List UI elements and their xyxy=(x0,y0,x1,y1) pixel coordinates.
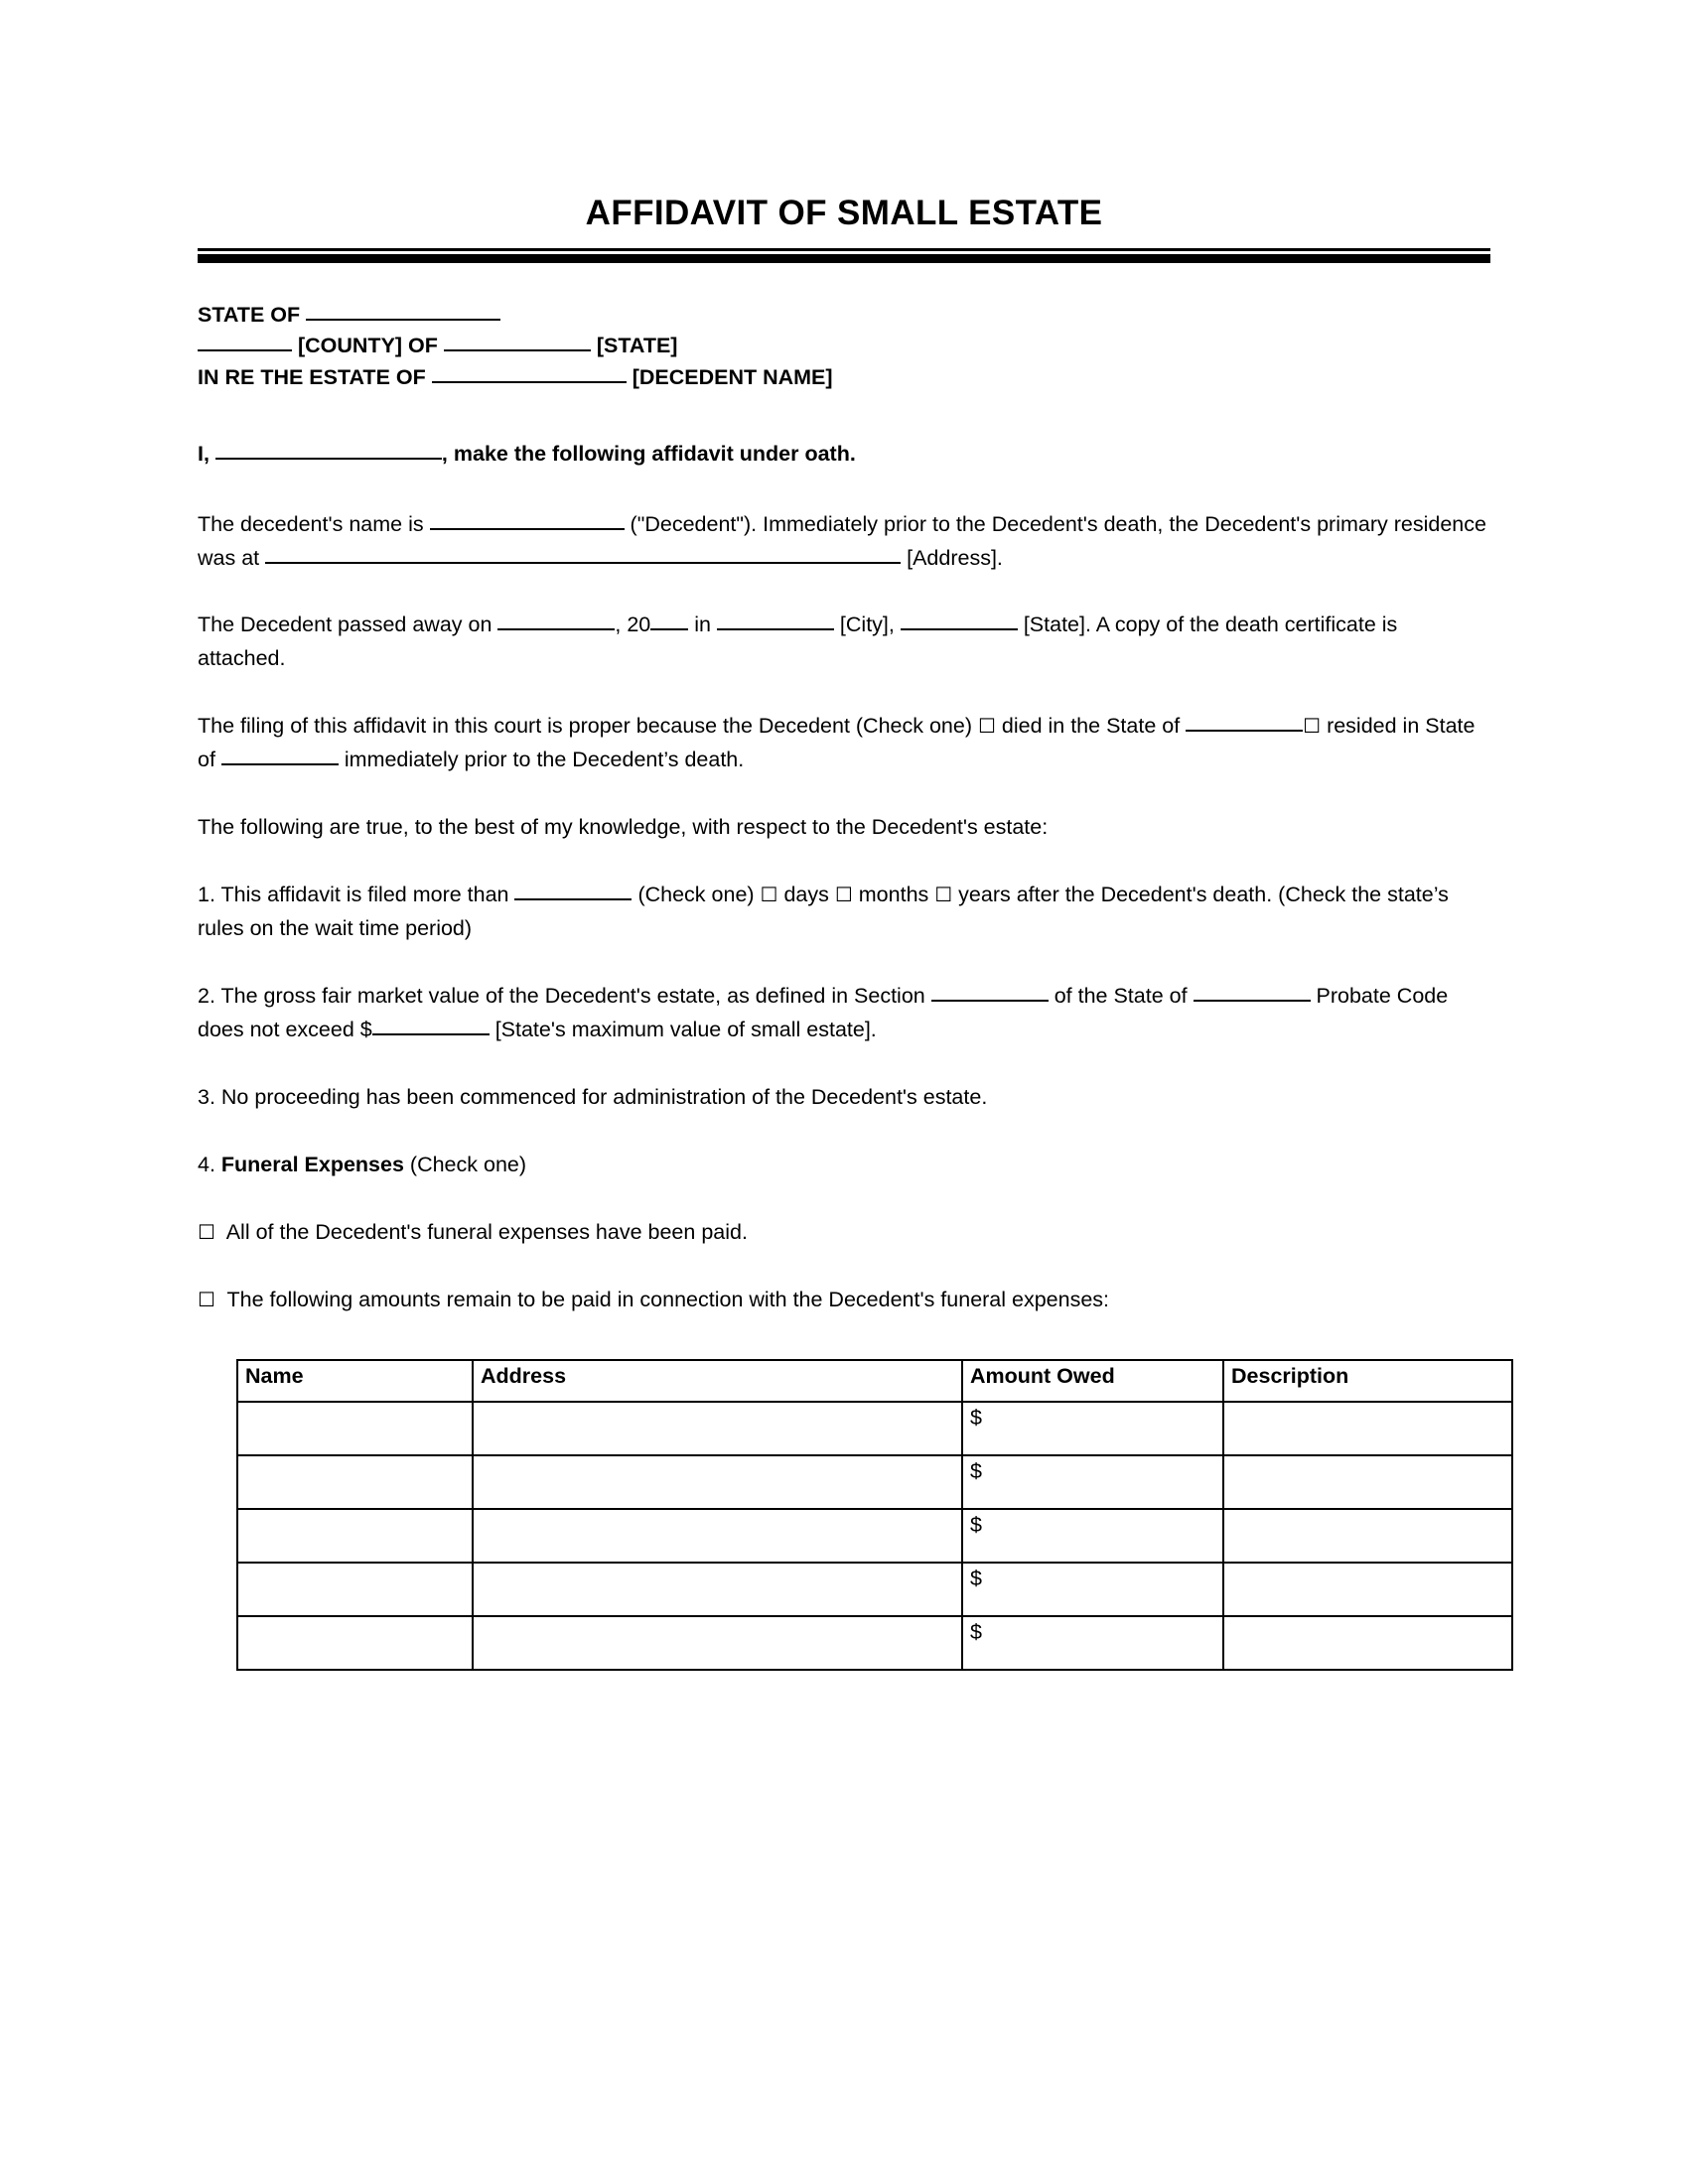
cell-amount[interactable]: $ xyxy=(962,1509,1223,1563)
months-label: months xyxy=(852,883,935,907)
residence-address-field[interactable] xyxy=(265,562,901,564)
cell-address[interactable] xyxy=(473,1455,962,1509)
cell-name[interactable] xyxy=(237,1402,473,1455)
checkbox-years[interactable]: ☐ xyxy=(934,883,953,907)
cell-amount[interactable]: $ xyxy=(962,1455,1223,1509)
funeral-option-remaining-label: The following amounts remain to be paid in connection with the Decedent's funeral expenses: xyxy=(226,1288,1110,1312)
list-intro-paragraph: The following are true, to the best of my knowledge, with respect to the Decedent's estate: xyxy=(198,815,1049,840)
item1-prefix-label: 1. This affidavit is filed more than xyxy=(198,883,515,907)
county-blank-field[interactable] xyxy=(198,349,292,351)
checkbox-expenses-remaining[interactable]: ☐ xyxy=(198,1288,215,1312)
death-city-bracket-label: [City], xyxy=(833,613,901,637)
decedent-name-bracket-label: [DECEDENT NAME] xyxy=(626,364,833,389)
caption-county-line xyxy=(198,331,1490,362)
state-bracket-label: [STATE] xyxy=(590,334,678,358)
cell-amount[interactable]: $ xyxy=(962,1402,1223,1455)
cell-name[interactable] xyxy=(237,1455,473,1509)
funeral-expenses-table xyxy=(236,1359,1513,1671)
column-header-description: Description xyxy=(1223,1360,1512,1402)
expenses-table-container xyxy=(198,1359,1490,1671)
item2-max-value-label: [State's maximum value of small estate]. xyxy=(489,1018,877,1042)
address-bracket-label: [Address]. xyxy=(901,545,1003,570)
list-item-3: 3. No proceeding has been commenced for administration of the Decedent's estate. xyxy=(198,1085,988,1110)
caption-state-line xyxy=(198,300,1490,332)
death-city-field[interactable] xyxy=(717,628,834,630)
cell-name[interactable] xyxy=(237,1616,473,1670)
death-in-label: in xyxy=(688,613,717,637)
table-row xyxy=(237,1402,1512,1455)
case-caption-block xyxy=(198,300,1490,394)
spacer xyxy=(198,676,1490,710)
checkbox-days[interactable]: ☐ xyxy=(760,883,778,907)
item2-probate-code-label: Probate Code does not exceed $ xyxy=(198,984,1449,1042)
cell-address[interactable] xyxy=(473,1509,962,1563)
probate-state-field[interactable] xyxy=(1194,1000,1311,1002)
cell-address[interactable] xyxy=(473,1616,962,1670)
oath-prefix-label: I, xyxy=(198,442,215,467)
title-divider xyxy=(198,248,1490,263)
years-label: years after the Decedent's death. (Check the state’s rules on the wait time period) xyxy=(198,883,1449,941)
checkbox-expenses-paid[interactable]: ☐ xyxy=(198,1220,215,1245)
cell-address[interactable] xyxy=(473,1563,962,1616)
filing-proper-prefix-label: The filing of this affidavit in this court is proper because the Decedent (Check one) xyxy=(198,714,978,739)
item2-prefix-label: 2. The gross fair market value of the Decedent's estate, as defined in Section xyxy=(198,984,931,1009)
table-row xyxy=(237,1455,1512,1509)
filing-proper-paragraph xyxy=(198,710,1490,777)
list-item-4 xyxy=(198,1149,1490,1182)
cell-name[interactable] xyxy=(237,1509,473,1563)
cell-name[interactable] xyxy=(237,1563,473,1616)
cell-amount[interactable]: $ xyxy=(962,1563,1223,1616)
checkbox-died-in-state[interactable]: ☐ xyxy=(977,714,996,739)
state-blank-field[interactable] xyxy=(306,319,500,321)
column-header-address: Address xyxy=(473,1360,962,1402)
death-state-bracket-label: [State]. A copy of the death certificate is attached. xyxy=(198,613,1398,671)
days-label: days xyxy=(777,883,835,907)
affiant-name-blank-field[interactable] xyxy=(215,458,442,460)
cell-description[interactable] xyxy=(1223,1616,1512,1670)
spacer xyxy=(198,1115,1490,1149)
spacer xyxy=(198,575,1490,609)
funeral-option-paid-label: All of the Decedent's funeral expenses have been paid. xyxy=(225,1220,748,1245)
passed-away-prefix-label: The Decedent passed away on xyxy=(198,613,498,637)
affiant-oath-line xyxy=(198,438,1490,470)
cell-description[interactable] xyxy=(1223,1402,1512,1455)
decedent-residence-paragraph xyxy=(198,508,1490,576)
died-in-state-label: died in the State of xyxy=(995,714,1187,739)
death-year-label: , 20 xyxy=(615,613,651,637)
page-title: AFFIDAVIT OF SMALL ESTATE xyxy=(585,194,1103,232)
cell-amount[interactable]: $ xyxy=(962,1616,1223,1670)
checkbox-months[interactable]: ☐ xyxy=(834,883,853,907)
death-date-field[interactable] xyxy=(497,628,615,630)
funeral-expenses-heading: Funeral Expenses xyxy=(220,1153,404,1177)
spacer xyxy=(198,845,1490,879)
caption-estate-line xyxy=(198,362,1490,394)
item4-number-label: 4. xyxy=(198,1153,221,1177)
spacer xyxy=(198,1182,1490,1216)
state-of-label: STATE OF xyxy=(198,302,307,327)
funeral-option-remaining xyxy=(198,1284,1490,1317)
item4-check-one-label: (Check one) xyxy=(403,1153,527,1177)
funeral-option-paid xyxy=(198,1216,1490,1250)
item1-check-one-label: (Check one) xyxy=(632,883,761,907)
oath-suffix-label: , make the following affidavit under oath. xyxy=(441,442,856,467)
column-header-name: Name xyxy=(237,1360,473,1402)
decedent-name-blank-field[interactable] xyxy=(432,381,627,383)
decedent-name-prefix-label: The decedent's name is xyxy=(198,511,430,536)
spacer xyxy=(198,1250,1490,1284)
county-state-blank-field[interactable] xyxy=(444,349,591,351)
divider-thick-rule xyxy=(198,254,1490,263)
checkbox-resided-in-state[interactable]: ☐ xyxy=(1303,714,1322,739)
county-of-label: [COUNTY] OF xyxy=(292,334,444,358)
decedent-residence-mid-label: ("Decedent"). Immediately prior to the Decedent's death, the Decedent's primary residence was at xyxy=(198,511,1486,570)
spacer xyxy=(198,1047,1490,1081)
list-item-2 xyxy=(198,980,1490,1047)
max-value-field[interactable] xyxy=(372,1033,490,1035)
death-year-field[interactable] xyxy=(650,628,688,630)
passed-away-paragraph xyxy=(198,609,1490,676)
wait-period-field[interactable] xyxy=(514,898,632,900)
in-re-label: IN RE THE ESTATE OF xyxy=(198,364,432,389)
list-item-1 xyxy=(198,879,1490,946)
resided-state-field[interactable] xyxy=(221,763,339,765)
column-header-amount-owed: Amount Owed xyxy=(962,1360,1223,1402)
cell-description[interactable] xyxy=(1223,1509,1512,1563)
table-header-row xyxy=(237,1360,1512,1402)
resided-in-state-label: resided in State of xyxy=(198,714,1476,772)
table-row xyxy=(237,1563,1512,1616)
decedent-name-field[interactable] xyxy=(430,528,625,530)
spacer xyxy=(198,777,1490,811)
death-state-field[interactable] xyxy=(901,628,1018,630)
spacer xyxy=(198,471,1490,508)
cell-description[interactable] xyxy=(1223,1563,1512,1616)
died-state-field[interactable] xyxy=(1186,730,1303,732)
table-row xyxy=(237,1616,1512,1670)
cell-address[interactable] xyxy=(473,1402,962,1455)
cell-description[interactable] xyxy=(1223,1455,1512,1509)
document-content xyxy=(198,195,1490,1671)
prior-to-death-label: immediately prior to the Decedent’s death. xyxy=(338,748,745,772)
table-row xyxy=(237,1509,1512,1563)
spacer xyxy=(198,946,1490,980)
probate-section-field[interactable] xyxy=(931,1000,1049,1002)
item2-state-label: of the State of xyxy=(1048,984,1194,1009)
